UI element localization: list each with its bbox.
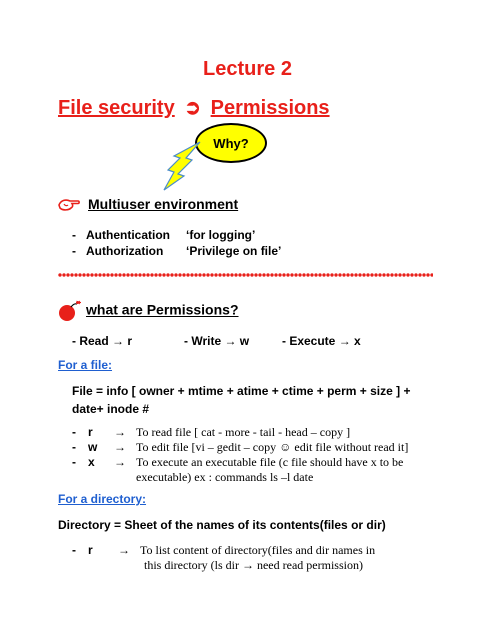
perm-letter: w — [88, 440, 98, 454]
bomb-icon — [58, 300, 82, 322]
list-item — [72, 424, 351, 440]
multiuser-heading: Multiuser environment — [88, 196, 239, 212]
list-item — [72, 542, 376, 558]
page-subtitle — [58, 95, 330, 120]
subtitle-part2: Permissions — [210, 97, 330, 119]
list-item — [72, 454, 404, 470]
directory-definition: Directory = Sheet of the names of its contents(files or dir) — [58, 518, 386, 532]
perm-letter: x — [88, 455, 95, 469]
list-item — [72, 439, 409, 455]
arrow-icon: → — [114, 425, 126, 439]
list-item — [72, 244, 282, 258]
authz-term: Authorization — [86, 244, 164, 258]
perm-desc: To read file [ cat - more - tail - head – copy ] — [136, 425, 351, 439]
perm-letter: r — [88, 425, 93, 439]
arrow-icon: → — [114, 440, 126, 454]
authz-desc: ‘Privilege on file’ — [186, 244, 282, 258]
lightning-icon — [160, 140, 202, 192]
auth-term: Authentication — [86, 228, 170, 242]
permissions-heading: what are Permissions? — [86, 301, 239, 318]
bullet-dash: - — [72, 440, 76, 454]
arrow-icon: ➲ — [184, 97, 202, 119]
perm-execute: - Execute → x — [282, 334, 361, 348]
why-label: Why? — [213, 135, 249, 151]
bullet-dash: - — [72, 244, 76, 258]
auth-desc: ‘for logging’ — [186, 228, 256, 242]
dotted-divider — [58, 272, 433, 280]
arrow-icon: → — [114, 455, 126, 469]
subtitle-part1: File security — [58, 97, 175, 119]
file-formula-line2: date+ inode # — [72, 402, 150, 416]
perm-desc: To edit file [vi – gedit – copy ☺ edit file without read it] — [136, 440, 409, 454]
bullet-dash: - — [72, 425, 76, 439]
perm-letter: r — [88, 543, 93, 557]
perm-desc: To list content of directory(files and dir names in — [140, 543, 376, 557]
for-directory-heading: For a directory: — [58, 492, 147, 506]
perm-desc: To execute an executable file (c file should have x to be — [136, 455, 404, 469]
perm-write: - Write → w — [184, 334, 250, 348]
list-item — [72, 228, 256, 242]
lecture-title: Lecture 2 — [203, 58, 292, 80]
bullet-dash: - — [72, 455, 76, 469]
bullet-dash: - — [72, 228, 76, 242]
arrow-icon: → — [118, 543, 130, 557]
permissions-section — [58, 300, 239, 322]
bullet-dash: - — [72, 543, 76, 557]
perm-desc-continued: this directory (ls dir → need read permission) — [144, 558, 363, 572]
multiuser-section — [58, 196, 238, 214]
perm-desc-continued: executable) ex : commands ls –l date — [136, 470, 314, 484]
for-file-heading: For a file: — [58, 358, 113, 372]
pointing-hand-icon — [58, 198, 80, 212]
file-formula-line1: File = info [ owner + mtime + atime + ctime + perm + size ] + — [72, 384, 411, 398]
perm-read: - Read → r — [72, 334, 133, 348]
why-bubble — [195, 123, 267, 163]
